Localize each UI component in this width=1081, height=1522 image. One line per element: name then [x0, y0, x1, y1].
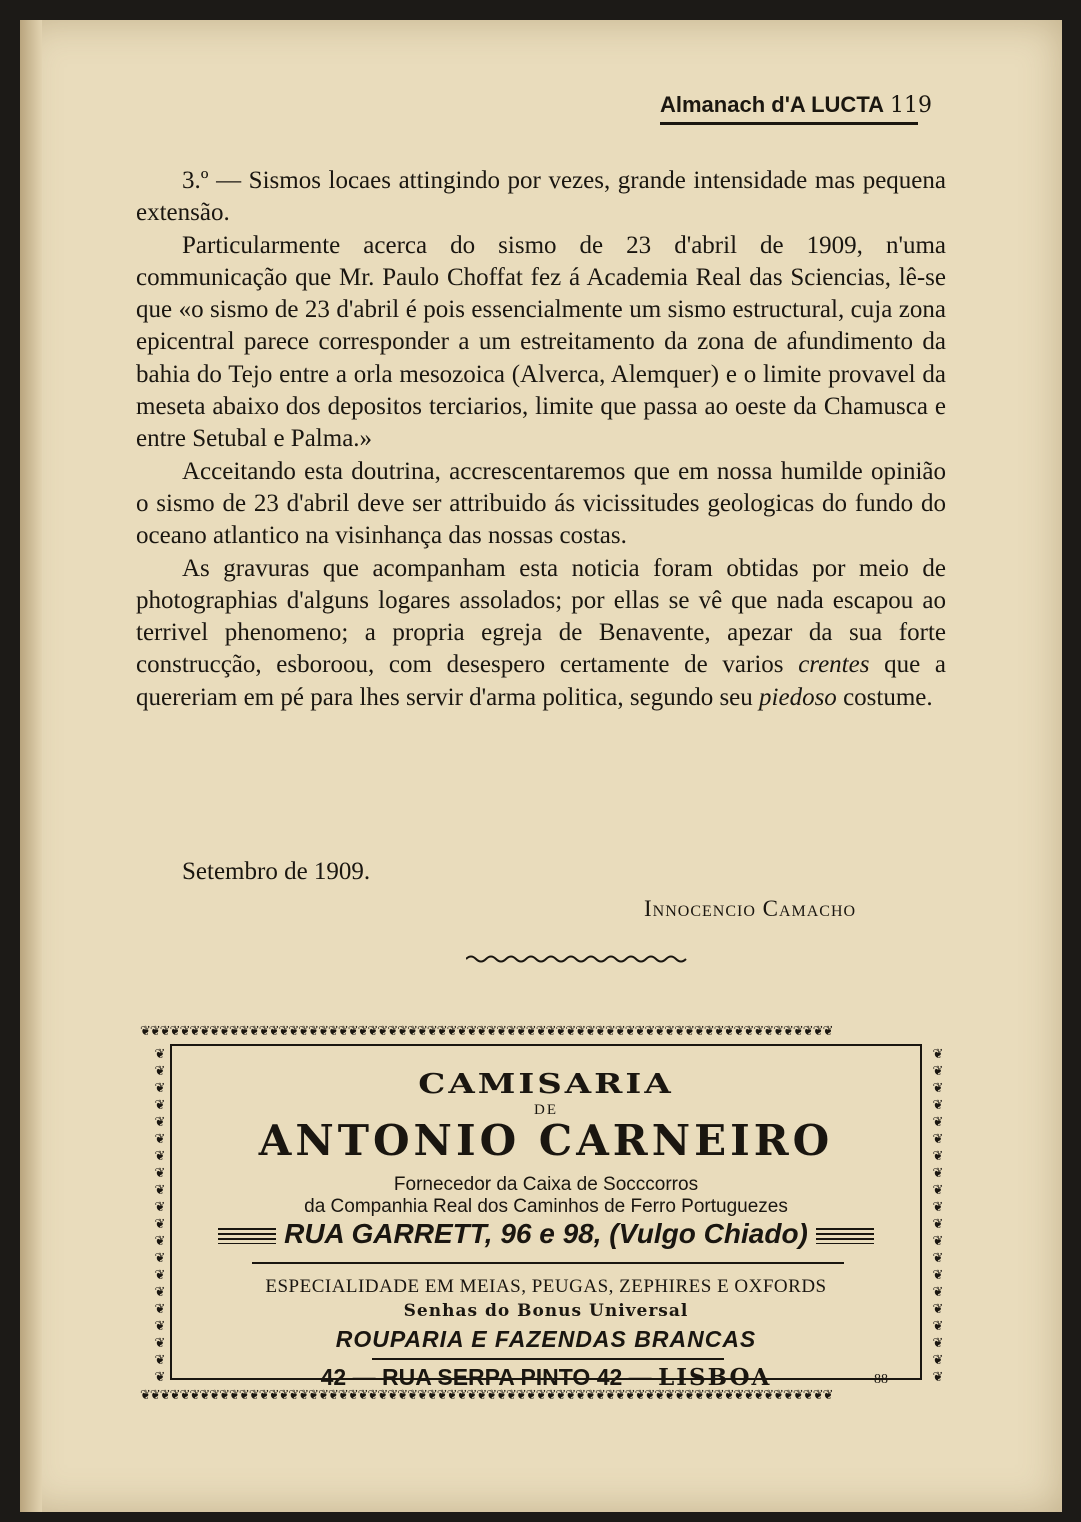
rule-bars-right: [816, 1228, 874, 1244]
paragraph-4-italic-1: crentes: [798, 651, 870, 679]
ad-divider: [252, 1262, 844, 1264]
dateline: Setembro de 1909.: [182, 858, 371, 885]
running-title: Almanach d'A LUCTA: [660, 92, 885, 117]
rule-bars-left: [218, 1228, 276, 1244]
paragraph-4-part-2: que a quereriam em pé para lhes servir d'arma politica, segundo seu: [136, 651, 946, 711]
ornament-border-left: ❦❦❦❦❦❦❦❦❦❦❦❦❦❦❦❦❦❦❦❦: [154, 1047, 166, 1382]
page-gutter: [20, 20, 42, 1512]
ad-linens-underline: [372, 1358, 724, 1360]
ad-code: 88: [874, 1372, 888, 1387]
ornament-border-top: ❦❦❦❦❦❦❦❦❦❦❦❦❦❦❦❦❦❦❦❦❦❦❦❦❦❦❦❦❦❦❦❦❦❦❦❦❦❦❦❦❦❦❦❦❦❦❦❦❦❦❦❦❦❦❦❦❦❦❦❦❦❦❦❦❦❦❦❦❦❦: [140, 1024, 833, 1039]
wavy-divider-line: [466, 957, 686, 962]
paragraph-1: 3.º — Sismos locaes attingindo por vezes, grande intensidade mas pequena extensão.: [136, 167, 946, 227]
ad-shop-name: ANTONIO CARNEIRO: [258, 1116, 834, 1165]
ornament-border-right: ❦❦❦❦❦❦❦❦❦❦❦❦❦❦❦❦❦❦❦❦: [932, 1047, 944, 1382]
article-body: [136, 165, 946, 714]
ad-street-line: [172, 1364, 920, 1391]
ad-address: RUA GARRETT, 96 e 98, (Vulgo Chiado): [284, 1218, 808, 1249]
ad-street: 42 — RUA SERPA PINTO 42 —: [320, 1364, 652, 1390]
page-number: 119: [890, 93, 933, 118]
ad-title-top: CAMISARIA: [418, 1068, 674, 1100]
advertisement-box: [170, 1044, 922, 1391]
ad-linens: ROUPARIA E FAZENDAS BRANCAS: [335, 1326, 757, 1352]
author-signature: Innocencio Camacho: [644, 896, 857, 921]
paragraph-3: Acceitando esta doutrina, accrescentaremos que em nossa humilde opinião o sismo de 23 d'abril deve ser attribuido ás vicissitudes geologicas do fundo do oceano atlantico na visinhança das nossas costas.: [136, 457, 946, 550]
ad-speciality: ESPECIALIDADE EM MEIAS, PEUGAS, ZEPHIRES E OXFORDS: [265, 1276, 827, 1297]
running-head: [660, 92, 933, 125]
ad-de: DE: [534, 1102, 558, 1118]
paragraph-4-italic-2: piedoso: [759, 683, 837, 711]
paragraph-4-part-3: costume.: [836, 683, 933, 711]
wavy-divider: [466, 954, 691, 964]
ornament-border-bottom-clip: ❦❦❦❦❦❦❦❦❦❦❦❦❦❦❦❦❦❦❦❦❦❦❦❦❦❦❦❦❦❦❦❦❦❦❦❦❦❦❦❦❦❦❦❦❦❦❦❦❦❦❦❦❦❦❦❦❦❦❦❦❦❦❦❦❦❦❦❦❦❦: [140, 1388, 833, 1403]
ad-bonus: Senhas do Bonus Universal: [403, 1301, 689, 1321]
paragraph-2: Particularmente acerca do sismo de 23 d'abril de 1909, n'uma communicação que Mr. Paulo Choffat fez á Academia Real das Sciencias, lê-se que «o sismo de 23 d'abril é pois essencialmente um sismo estructural, cuja zona epicentral parece corresponder a um estreitamento da zona de afundimento da bahia do Tejo entre a orla mesozoica (Alverca, Alemquer) e o limite provavel da meseta abaixo dos depositos terciarios, limite que passa ao oeste da Chamusca e entre Setubal e Palma.»: [136, 231, 946, 453]
ad-supplier-line-2: da Companhia Real dos Caminhos de Ferro Portuguezes: [304, 1196, 788, 1217]
paragraph-4-part-1: As gravuras que acompanham esta noticia foram obtidas por meio de photographias d'alguns logares assolados; por ellas se vê que nada escapou ao terrivel phenomeno; a propria egreja de Benavente, apezar da sua forte construcção, esboroou, com desespero certamente de varios: [136, 554, 946, 679]
ad-address-line: [172, 1218, 920, 1250]
ad-city: LISBOA: [658, 1364, 772, 1391]
paragraph-4: [136, 553, 946, 714]
ad-supplier-line-1: Fornecedor da Caixa de Socccorros: [393, 1174, 699, 1195]
